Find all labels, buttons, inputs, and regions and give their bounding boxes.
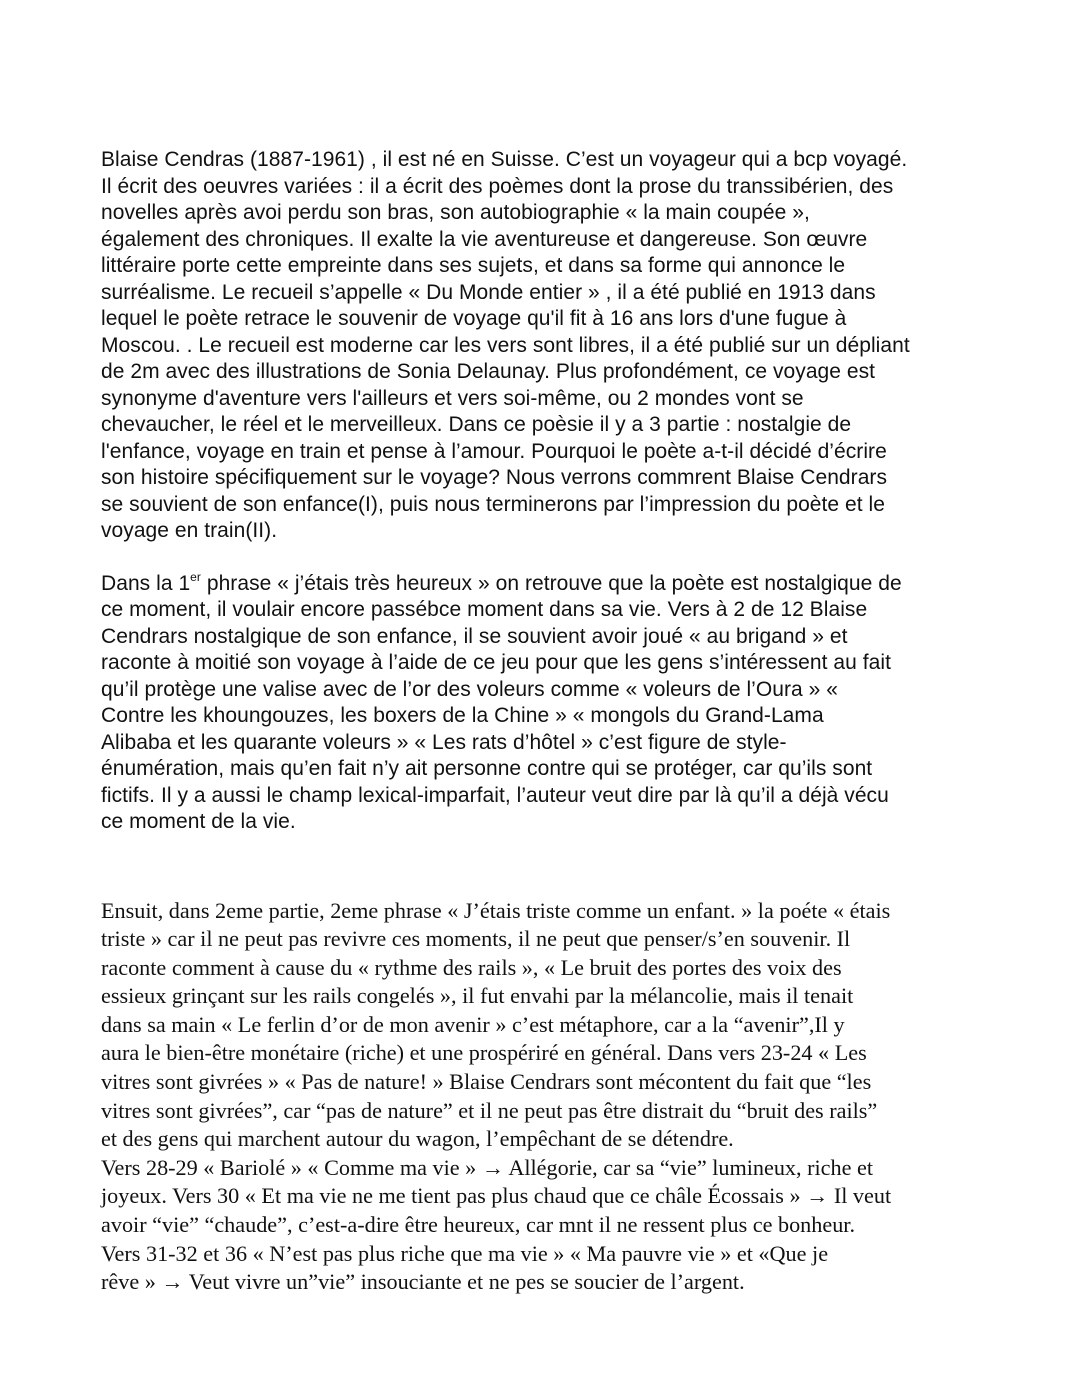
text-line: Alibaba et les quarante voleurs » « Les rats d’hôtel » c’est figure de style- xyxy=(101,730,787,754)
text-line: qu’il protège une valise avec de l’or des voleurs comme « voleurs de l’Oura » « xyxy=(101,677,839,701)
text-line: chevaucher, le réel et le merveilleux. Dans ce poèsie il y a 3 partie : nostalgie de xyxy=(101,413,852,436)
text-line: raconte à moitié son voyage à l’aide de ce jeu pour que les gens s’intéressent au fait xyxy=(101,651,891,674)
text-line: énumération, mais qu’en fait n’y ait personne contre qui se protéger, car qu’ils sont xyxy=(101,757,873,780)
text-line: fictifs. Il y a aussi le champ lexical-imparfait, l’auteur veut dire par là qu’il a déjà vécu xyxy=(101,783,889,807)
paragraph-first-line xyxy=(101,571,986,598)
superscript-er: er xyxy=(190,569,201,584)
first-line-end: phrase « j’étais très heureux » on retrouve que la poète est nostalgique de xyxy=(200,571,902,595)
text-line: de 2m avec des illustrations de Sonia Delaunay. Plus profondément, ce voyage est xyxy=(101,360,876,383)
text-line: l'enfance, voyage en train et pense à l’amour. Pourquoi le poète a-t-il décidé d’écrire xyxy=(101,439,887,463)
text-line: Il écrit des oeuvres variées : il a écrit des poèmes dont la prose du transsibérien, des xyxy=(101,174,894,198)
text-line: Contre les khoungouzes, les boxers de la Chine » « mongols du Grand-Lama xyxy=(101,704,824,727)
text-line: synonyme d'aventure vers l'ailleurs et vers soi-même, ou 2 mondes vont se xyxy=(101,386,804,410)
text-line: avoir “vie” “chaude”, c’est-a-dire être heureux, car mnt il ne ressent plus ce bonheur. xyxy=(101,1212,856,1238)
text-line: Vers 31-32 et 36 « N’est pas plus riche que ma vie » « Ma pauvre vie » et «Que je xyxy=(101,1240,829,1266)
text-line: son histoire spécifiquement sur le voyage? Nous verrons commrent Blaise Cendrars xyxy=(101,466,888,489)
text-line: également des chroniques. Il exalte la vie aventureuse et dangereuse. Son œuvre xyxy=(101,227,868,251)
text-line: vitres sont givrées » « Pas de nature! » Blaise Cendrars sont mécontent du fait que “les xyxy=(101,1069,872,1095)
text-line: novelles après avoi perdu son bras, son autobiographie « la main coupée », xyxy=(101,201,810,224)
paragraph-first-part xyxy=(101,571,986,836)
text-line: Moscou. . Le recueil est moderne car les vers sont libres, il a été publié sur un dépliant xyxy=(101,333,910,357)
text-line: Ensuit, dans 2eme partie, 2eme phrase « J’étais triste comme un enfant. » la poéte « étais xyxy=(101,897,891,923)
text-line: lequel le poète retrace le souvenir de voyage qu'il fit à 16 ans lors d'une fugue à xyxy=(101,307,847,330)
text-line: se souvient de son enfance(I), puis nous terminerons par l’impression du poète et le xyxy=(101,492,885,516)
text-line: surréalisme. Le recueil s’appelle « Du Monde entier » , il a été publié en 1913 dans xyxy=(101,280,876,304)
text-line: rêve » → Veut vivre un”vie” insouciante et ne pes se soucier de l’argent. xyxy=(101,1269,745,1295)
text-line: vitres sont givrées”, car “pas de nature” et il ne peut pas être distrait du “bruit des rails” xyxy=(101,1097,878,1123)
text-line: ce moment, il voulair encore passébce moment dans sa vie. Vers à 2 de 12 Blaise xyxy=(101,598,868,621)
text-line: raconte comment à cause du « rythme des rails », « Le bruit des portes des voix des xyxy=(101,954,842,980)
document-page xyxy=(101,147,986,1297)
text-line: Cendrars nostalgique de son enfance, il se souvient avoir joué « au brigand » et xyxy=(101,624,848,648)
text-line: et des gens qui marchent autour du wagon, l’empêchant de se détendre. xyxy=(101,1126,734,1152)
first-line-start: Dans la 1 xyxy=(101,571,191,595)
paragraph-introduction xyxy=(101,147,986,545)
text-line: ce moment de la vie. xyxy=(101,810,296,833)
text-line: triste » car il ne peut pas revivre ces moments, il ne peut que penser/s’en souvenir. Il xyxy=(101,926,851,952)
text-line: aura le bien-être monétaire (riche) et une prospériré en général. Dans vers 23-24 « Les xyxy=(101,1040,867,1066)
text-line: dans sa main « Le ferlin d’or de mon avenir » c’est métaphore, car a la “avenir”,Il y xyxy=(101,1011,845,1037)
text-line: Blaise Cendras (1887-1961) , il est né en Suisse. C’est un voyageur qui a bcp voyagé. xyxy=(101,148,908,171)
text-line: essieux grinçant sur les rails congelés », il fut envahi par la mélancolie, mais il tenait xyxy=(101,983,854,1009)
text-line: voyage en train(II). xyxy=(101,519,278,542)
text-line: joyeux. Vers 30 « Et ma vie ne me tient pas plus chaud que ce châle Écossais » → Il veut xyxy=(101,1183,892,1209)
text-line: Vers 28-29 « Bariolé » « Comme ma vie » → Allégorie, car sa “vie” lumineux, riche et xyxy=(101,1154,874,1180)
paragraph-second-part xyxy=(101,897,986,1297)
text-line: littéraire porte cette empreinte dans ses sujets, et dans sa forme qui annonce le xyxy=(101,254,846,277)
